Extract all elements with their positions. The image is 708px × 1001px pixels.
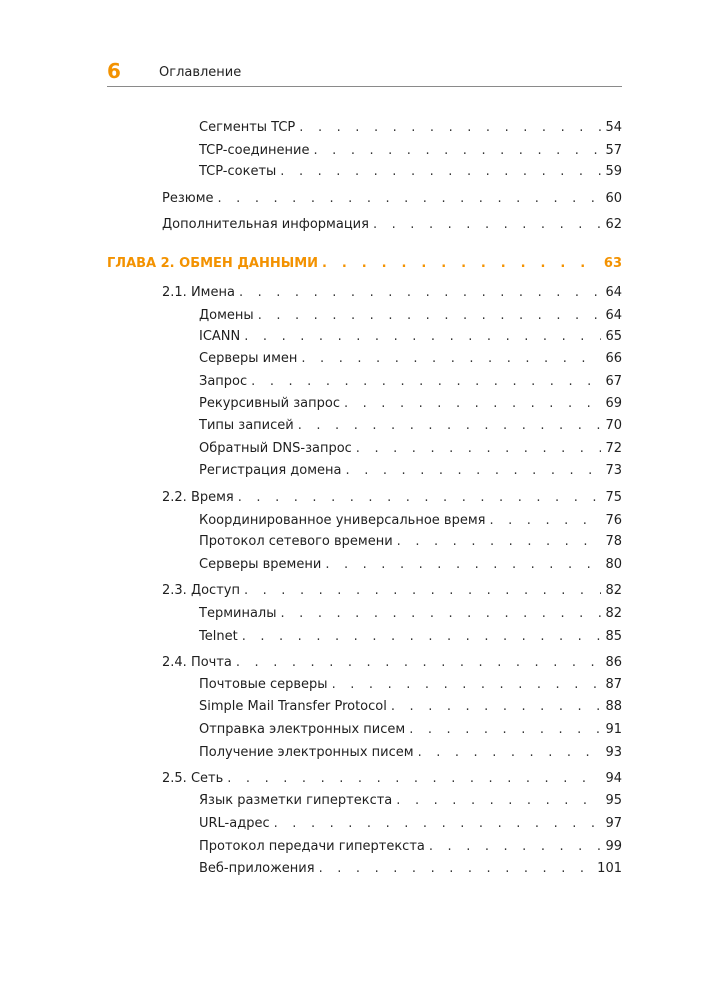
toc-entry-title: 2.3. Доступ (162, 583, 240, 598)
toc-entry-page: 93 (605, 745, 622, 760)
toc-entry (199, 721, 622, 739)
toc-chapter-entry (107, 255, 622, 273)
dot-leader (242, 628, 602, 646)
dot-leader (258, 307, 602, 325)
toc-entry-title: Рекурсивный запрос (199, 396, 340, 411)
toc-entry-title: Серверы имен (199, 351, 298, 366)
dot-leader (313, 142, 601, 160)
dot-leader (332, 676, 602, 694)
toc-entry-title: Серверы времени (199, 557, 322, 572)
toc-entry-page: 101 (597, 861, 622, 876)
toc-entry-page: 57 (605, 143, 622, 158)
dot-leader (489, 512, 601, 530)
toc-entry-title: 2.5. Сеть (162, 771, 224, 786)
toc-entry (162, 654, 622, 672)
toc-entry (199, 698, 622, 716)
dot-leader (239, 284, 602, 302)
dot-leader (238, 489, 602, 507)
toc-entry-page: 82 (605, 583, 622, 598)
toc-entry-page: 99 (605, 839, 622, 854)
dot-leader (251, 373, 601, 391)
toc-entry-page: 76 (605, 513, 622, 528)
dot-leader (281, 605, 602, 623)
toc-entry-title: Резюме (162, 191, 214, 206)
toc-entry-page: 62 (605, 217, 622, 232)
toc-entry-title: 2.4. Почта (162, 655, 232, 670)
toc-entry-page: 87 (605, 677, 622, 692)
dot-leader (356, 440, 602, 458)
toc-entry (199, 163, 622, 181)
toc-entry-title: Регистрация домена (199, 463, 342, 478)
dot-leader (218, 190, 602, 208)
toc-entry (162, 190, 622, 208)
toc-entry-title: 2.2. Время (162, 490, 234, 505)
toc-entry-page: 97 (605, 816, 622, 831)
toc-entry-title: Запрос (199, 374, 248, 389)
toc-entry-page: 86 (605, 655, 622, 670)
dot-leader (396, 792, 601, 810)
toc-entry (199, 462, 622, 480)
toc-entry (162, 582, 622, 600)
toc-entry-page: 70 (605, 418, 622, 433)
toc-entry (199, 628, 622, 646)
toc-entry (162, 770, 622, 788)
toc-entry-page: 66 (605, 351, 622, 366)
toc-entry-title: Протокол сетевого времени (199, 534, 393, 549)
toc-entry-page: 82 (605, 606, 622, 621)
toc-entry (199, 815, 622, 833)
toc-entry (199, 142, 622, 160)
dot-leader (274, 815, 602, 833)
toc-entry-page: 95 (605, 793, 622, 808)
toc-entry-title: TCP-соединение (199, 143, 310, 158)
toc-entry-title: Сегменты TCP (199, 120, 296, 135)
dot-leader (409, 721, 601, 739)
toc-entry-page: 59 (605, 164, 622, 179)
toc-entry (199, 350, 622, 368)
toc-entry-page: 88 (605, 699, 622, 714)
toc-entry-page: 73 (605, 463, 622, 478)
dot-leader (429, 838, 602, 856)
toc-entry (199, 533, 622, 551)
dot-leader (397, 533, 602, 551)
dot-leader (346, 462, 602, 480)
toc-entry-page: 69 (605, 396, 622, 411)
dot-leader (322, 255, 600, 273)
dot-leader (391, 698, 602, 716)
toc-entry (199, 417, 622, 435)
page-number: 6 (107, 59, 121, 83)
toc-entry-title: Домены (199, 308, 254, 323)
dot-leader (344, 395, 601, 413)
toc-entry-title: Координированное универсальное время (199, 513, 486, 528)
toc-entry (199, 328, 622, 346)
dot-leader (298, 417, 602, 435)
toc-entry-page: 67 (605, 374, 622, 389)
toc-entry-title: URL-адрес (199, 816, 270, 831)
toc-entry-title: Язык разметки гипертекста (199, 793, 393, 808)
dot-leader (244, 328, 601, 346)
toc-entry-page: 91 (605, 722, 622, 737)
dot-leader (373, 216, 602, 234)
toc-entry-title: Telnet (199, 629, 238, 644)
toc-entry-title: Обратный DNS-запрос (199, 441, 352, 456)
toc-entry (199, 395, 622, 413)
toc-entry-page: 63 (603, 256, 622, 271)
toc-entry-page: 78 (605, 534, 622, 549)
dot-leader (244, 582, 601, 600)
toc-entry-page: 64 (605, 285, 622, 300)
toc-entry (199, 605, 622, 623)
toc-entry-page: 54 (605, 120, 622, 135)
toc-entry-title: Получение электронных писем (199, 745, 414, 760)
toc-entry-page: 64 (605, 308, 622, 323)
dot-leader (325, 556, 601, 574)
toc-entry-page: 60 (605, 191, 622, 206)
dot-leader (418, 744, 602, 762)
toc-entry (162, 216, 622, 234)
dot-leader (319, 860, 594, 878)
toc-entry-page: 80 (605, 557, 622, 572)
toc-entry (199, 307, 622, 325)
toc-entry-title: ГЛАВА 2. ОБМЕН ДАННЫМИ (107, 256, 319, 271)
toc-entry-title: Терминалы (199, 606, 277, 621)
toc-entry (162, 284, 622, 302)
toc-entry (199, 512, 622, 530)
toc-entry (199, 860, 622, 878)
toc-entry-title: Веб-приложения (199, 861, 315, 876)
toc-entry (199, 373, 622, 391)
toc-entry-title: Simple Mail Transfer Protocol (199, 699, 387, 714)
toc-entry-page: 65 (605, 329, 622, 344)
running-title: Оглавление (159, 65, 242, 80)
toc-entry-title: Дополнительная информация (162, 217, 369, 232)
dot-leader (236, 654, 602, 672)
page-header (107, 58, 622, 87)
dot-leader (227, 770, 601, 788)
toc-entry (199, 440, 622, 458)
toc-entry-page: 85 (605, 629, 622, 644)
toc-entry-title: Протокол передачи гипертекста (199, 839, 425, 854)
toc-entry-page: 72 (605, 441, 622, 456)
toc-entry (199, 744, 622, 762)
dot-leader (299, 119, 601, 137)
toc-entry (199, 792, 622, 810)
toc-entry-title: 2.1. Имена (162, 285, 235, 300)
toc-entry (162, 489, 622, 507)
toc-entry-page: 94 (605, 771, 622, 786)
toc-entry-title: TCP-сокеты (199, 164, 277, 179)
dot-leader (301, 350, 601, 368)
toc-entry-page: 75 (605, 490, 622, 505)
toc-entry (199, 838, 622, 856)
toc-entry-title: Типы записей (199, 418, 294, 433)
toc-entry (199, 676, 622, 694)
toc-entry-title: Отправка электронных писем (199, 722, 406, 737)
toc-entry-title: ICANN (199, 329, 241, 344)
dot-leader (280, 163, 601, 181)
toc-entry (199, 556, 622, 574)
toc-entry (199, 119, 622, 137)
toc-entry-title: Почтовые серверы (199, 677, 328, 692)
